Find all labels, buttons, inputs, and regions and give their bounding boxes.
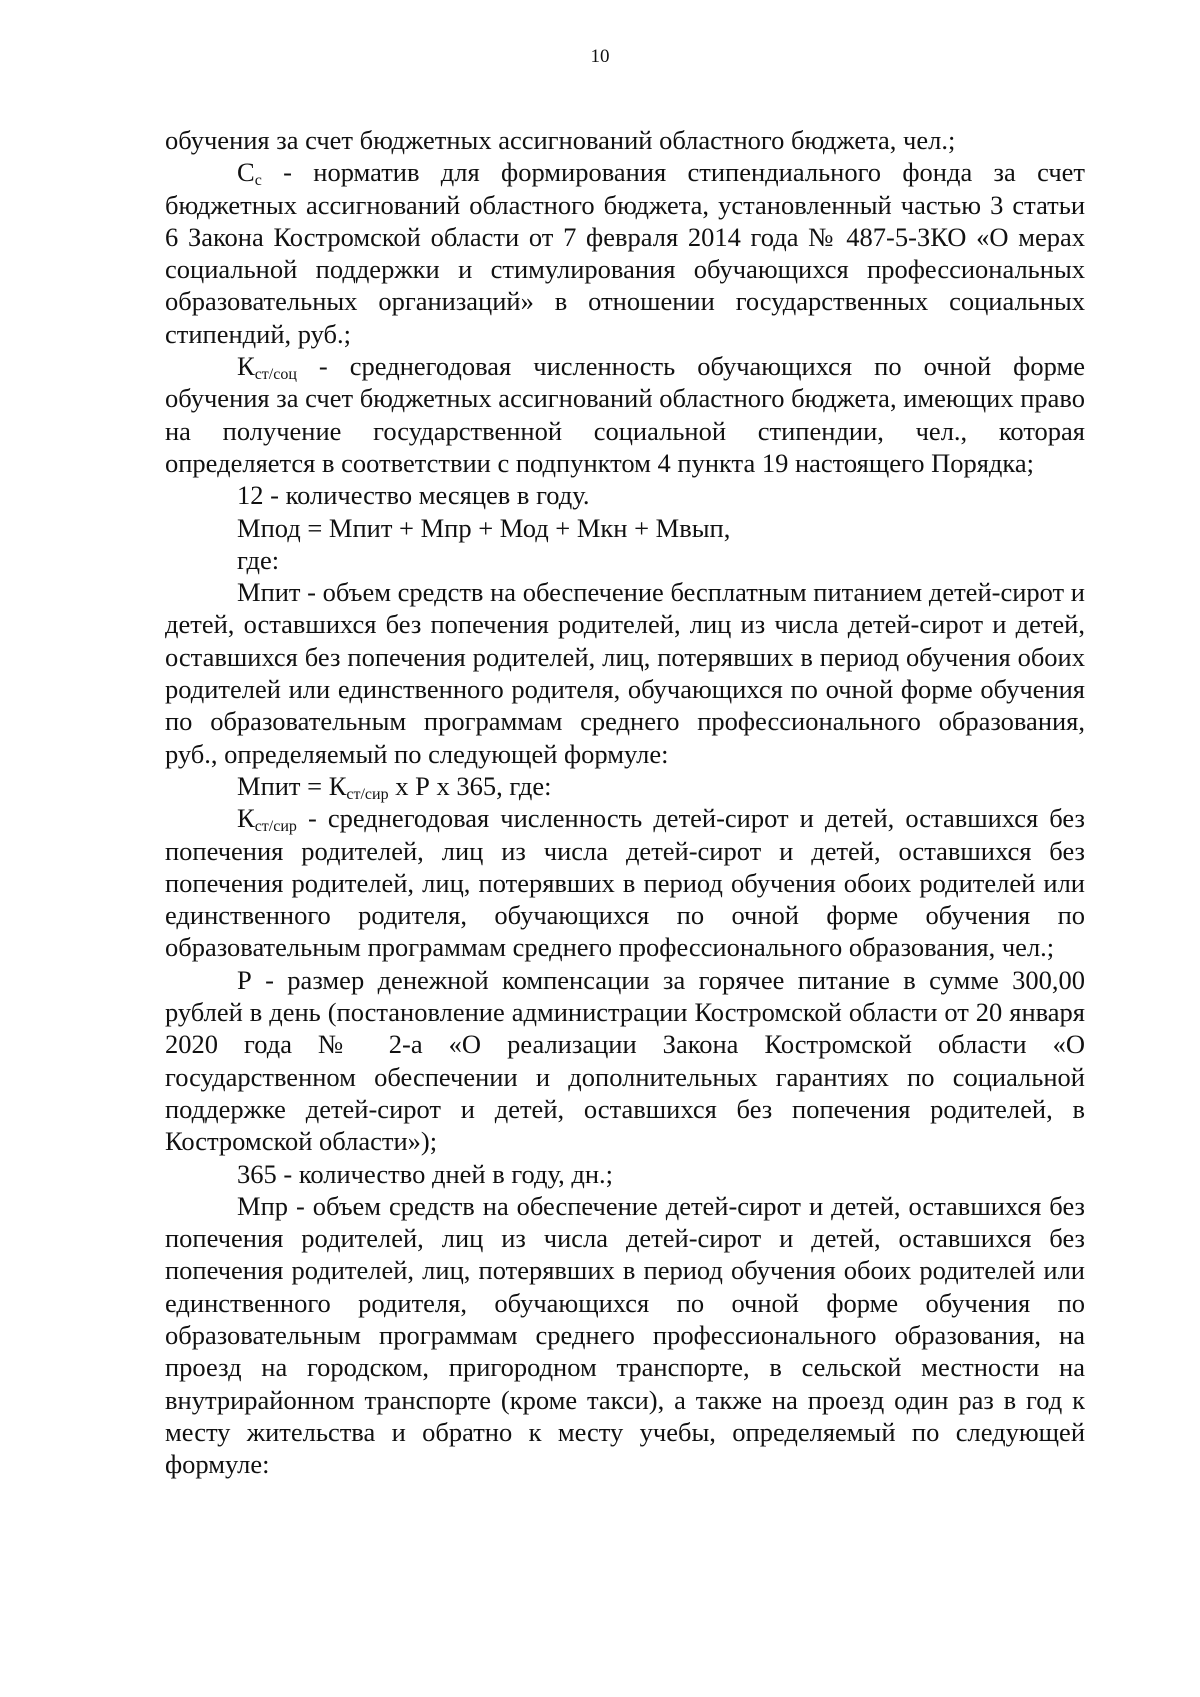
paragraph-continuation: обучения за счет бюджетных ассигнований областного бюджета, чел.; [165, 125, 956, 155]
paragraph-mpit-definition: Мпит - объем средств на обеспечение бесплатным питанием детей-сирот и детей, оставшихся без попечения родителей, лиц из числа детей-сирот и детей, оставшихся без попечения родителей, лиц, потерявших в период обучения обоих родителей или единственного родителя, обучающихся по очной форме обучения по образовательным программам среднего профессионального образования, руб., определяемый по следующей формуле: [165, 577, 1085, 769]
formula-mpit [165, 770, 1085, 802]
symbol-k: К [237, 351, 255, 382]
kst-sir-definition-text: - среднегодовая численность детей-сирот и детей, оставшихся без попечения родителей, лиц из числа детей-сирот и детей, оставшихся без попечения родителей, лиц, потерявших в период обучения обоих родителей или единственного родителя, обучающихся по очной форме обучения по образовательным программам среднего профессионального образования, чел.; [165, 803, 1085, 963]
paragraph-kst-soc-definition [165, 350, 1085, 479]
paragraph-days: 365 - количество дней в году, дн.; [237, 1158, 614, 1189]
formula-mpit-right: х Р х 365, где: [388, 770, 552, 801]
formula-mpit-left: Мпит = К [237, 770, 347, 801]
paragraph-cc-definition [165, 156, 1085, 350]
symbol-c: C [237, 157, 255, 188]
paragraph-where: где: [237, 544, 280, 575]
symbol-k-subscript: ст/соц [254, 366, 297, 384]
page-number: 10 [590, 46, 610, 67]
symbol-k-sir-subscript: ст/сир [254, 818, 297, 836]
symbol-c-subscript: с [254, 172, 262, 190]
kst-soc-definition-text: - среднегодовая численность обучающихся по очной форме обучения за счет бюджетных ассигнований областного бюджета, имеющих право на получение государственной социальной стипендии, чел., которая определяется в соответствии с подпунктом 4 пункта 19 настоящего Порядка; [165, 351, 1085, 478]
formula-mpit-subscript: ст/сир [346, 785, 389, 803]
cc-definition-text: - норматив для формирования стипендиального фонда за счет бюджетных ассигнований областного бюджета, установленный частью 3 статьи 6 Закона Костромской области от 7 февраля 2014 года № 487-5-ЗКО «О мерах социальной поддержки и стимулирования обучающихся профессиональных образовательных организаций» в отношении государственных социальных стипендий, руб.; [165, 157, 1085, 349]
paragraph-months: 12 - количество месяцев в году. [237, 480, 590, 511]
symbol-k-sir: К [237, 803, 255, 834]
paragraph-p-definition: Р - размер денежной компенсации за горячее питание в сумме 300,00 рублей в день (постановление администрации Костромской области от 20 января 2020 года № 2-а «О реализации Закона Костромской области «О государственном обеспечении и дополнительных гарантиях по социальной поддержке детей-сирот и детей, оставшихся без попечения родителей, в Костромской области»); [165, 964, 1085, 1157]
formula-mpod: Мпод = Мпит + Мпр + Мод + Мкн + Мвып, [237, 512, 731, 543]
paragraph-kst-sir-definition [165, 802, 1085, 963]
document-body [165, 124, 1085, 1480]
paragraph-mpr-definition: Мпр - объем средств на обеспечение детей-сирот и детей, оставшихся без попечения родителей, лиц из числа детей-сирот и детей, оставшихся без попечения родителей, лиц, потерявших в период обучения обоих родителей или единственного родителя, обучающихся по очной форме обучения по образовательным программам среднего профессионального образования, на проезд на городском, пригородном транспорте, в сельской местности на внутрирайонном транспорте (кроме такси), а также на проезд один раз в год к месту жительства и обратно к месту учебы, определяемый по следующей формуле: [165, 1190, 1085, 1480]
